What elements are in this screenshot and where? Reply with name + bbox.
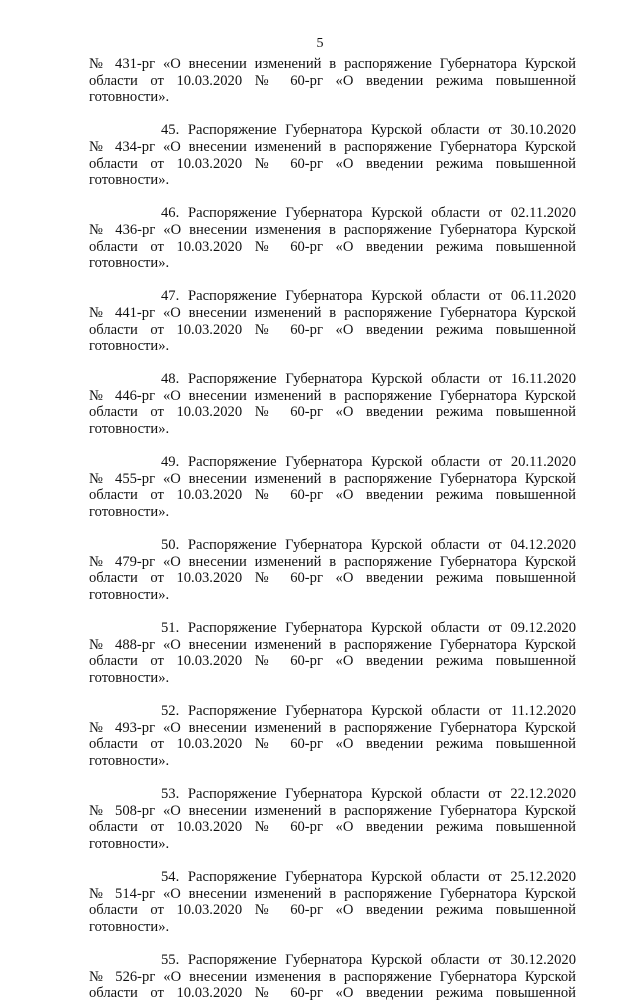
list-item-line: области от 10.03.2020 № 60-рг «О введении режима повышенной <box>89 653 576 670</box>
list-item-number: 46. <box>161 205 180 222</box>
list-item <box>89 454 576 520</box>
list-item-line: области от 10.03.2020 № 60-рг «О введении режима повышенной <box>89 570 576 587</box>
list-item-line: № 514-рг «О внесении изменений в распоряжение Губернатора Курской <box>89 885 576 902</box>
list-item-first-line <box>89 454 576 471</box>
list-item-line: № 488-рг «О внесении изменений в распоряжение Губернатора Курской <box>89 636 576 653</box>
list-item-line: области от 10.03.2020 № 60-рг «О введении режима повышенной <box>89 321 576 338</box>
list-item-number: 45. <box>161 122 180 139</box>
list-item-line: области от 10.03.2020 № 60-рг «О введении режима повышенной <box>89 985 576 1002</box>
continuation-line: № 431-рг «О внесении изменений в распоряжение Губернатора Курской <box>89 56 576 72</box>
list-item-heading: Распоряжение Губернатора Курской области от 30.10.2020 <box>187 122 576 139</box>
list-item <box>89 703 576 769</box>
list-item-number: 52. <box>161 703 180 720</box>
list-item-line: области от 10.03.2020 № 60-рг «О введении режима повышенной <box>89 404 576 421</box>
continuation-paragraph <box>89 56 576 106</box>
list-item-first-line <box>89 122 576 139</box>
list-item-line: области от 10.03.2020 № 60-рг «О введении режима повышенной <box>89 736 576 753</box>
list-item-heading: Распоряжение Губернатора Курской области от 09.12.2020 <box>187 620 576 637</box>
list-item-heading: Распоряжение Губернатора Курской области от 11.12.2020 <box>187 703 576 720</box>
list-item-line: № 493-рг «О внесении изменений в распоряжение Губернатора Курской <box>89 719 576 736</box>
list-item <box>89 537 576 603</box>
list-item-line: области от 10.03.2020 № 60-рг «О введении режима повышенной <box>89 238 576 255</box>
list-item-first-line <box>89 620 576 637</box>
list-item-first-line <box>89 205 576 222</box>
list-item <box>89 620 576 686</box>
list-item-number: 50. <box>161 537 180 554</box>
list-item-line: № 446-рг «О внесении изменений в распоряжение Губернатора Курской <box>89 387 576 404</box>
list-items <box>89 122 576 1001</box>
list-item-first-line <box>89 371 576 388</box>
list-item-heading: Распоряжение Губернатора Курской области от 02.11.2020 <box>187 205 576 222</box>
list-item-number: 54. <box>161 869 180 886</box>
list-item-number: 51. <box>161 620 180 637</box>
list-item-line: готовности». <box>89 669 170 686</box>
page-number: 5 <box>316 36 324 51</box>
list-item-line: области от 10.03.2020 № 60-рг «О введении режима повышенной <box>89 819 576 836</box>
list-item-heading: Распоряжение Губернатора Курской области от 20.11.2020 <box>187 454 576 471</box>
list-item-heading: Распоряжение Губернатора Курской области от 04.12.2020 <box>187 537 576 554</box>
list-item-line: № 455-рг «О внесении изменений в распоряжение Губернатора Курской <box>89 470 576 487</box>
list-item-line: готовности». <box>89 918 170 935</box>
list-item-line: № 508-рг «О внесении изменений в распоряжение Губернатора Курской <box>89 802 576 819</box>
list-item-first-line <box>89 703 576 720</box>
list-item-line: готовности». <box>89 421 170 438</box>
list-item-heading: Распоряжение Губернатора Курской области от 25.12.2020 <box>187 869 576 886</box>
list-item-line: готовности». <box>89 752 170 769</box>
list-item <box>89 371 576 437</box>
list-item-line: области от 10.03.2020 № 60-рг «О введении режима повышенной <box>89 902 576 919</box>
list-item-number: 53. <box>161 786 180 803</box>
list-item-number: 47. <box>161 288 180 305</box>
list-item <box>89 122 576 188</box>
list-item-heading: Распоряжение Губернатора Курской области от 06.11.2020 <box>187 288 576 305</box>
list-item-number: 48. <box>161 371 180 388</box>
list-item <box>89 786 576 852</box>
list-item-line: № 434-рг «О внесении изменений в распоряжение Губернатора Курской <box>89 138 576 155</box>
list-item-line: готовности». <box>89 835 170 852</box>
list-item-line: № 526-рг «О внесении изменения в распоряжение Губернатора Курской <box>89 968 576 985</box>
list-item-first-line <box>89 786 576 803</box>
list-item <box>89 869 576 935</box>
list-item-line: № 479-рг «О внесении изменений в распоряжение Губернатора Курской <box>89 553 576 570</box>
list-item-first-line <box>89 537 576 554</box>
list-item <box>89 952 576 1002</box>
list-item-number: 55. <box>161 952 180 969</box>
list-item-line: готовности». <box>89 172 170 189</box>
list-item-line: готовности». <box>89 255 170 272</box>
list-item-line: готовности». <box>89 587 170 603</box>
list-item-line: № 441-рг «О внесении изменений в распоряжение Губернатора Курской <box>89 304 576 321</box>
list-item-line: готовности». <box>89 338 170 355</box>
list-item-first-line <box>89 869 576 886</box>
list-item-first-line <box>89 952 576 969</box>
list-item-heading: Распоряжение Губернатора Курской области от 30.12.2020 <box>187 952 576 969</box>
list-item-heading: Распоряжение Губернатора Курской области от 16.11.2020 <box>187 371 576 388</box>
list-item-line: области от 10.03.2020 № 60-рг «О введении режима повышенной <box>89 487 576 504</box>
continuation-line: области от 10.03.2020 № 60-рг «О введении режима повышенной <box>89 72 576 89</box>
list-item <box>89 205 576 271</box>
list-item-number: 49. <box>161 454 180 471</box>
list-item-line: области от 10.03.2020 № 60-рг «О введении режима повышенной <box>89 155 576 172</box>
list-item-first-line <box>89 288 576 305</box>
list-item-line: готовности». <box>89 504 170 521</box>
list-item <box>89 288 576 354</box>
document-body <box>89 56 576 1002</box>
list-item-line: № 436-рг «О внесении изменения в распоряжение Губернатора Курской <box>89 221 576 238</box>
continuation-line: готовности». <box>89 89 170 106</box>
list-item-heading: Распоряжение Губернатора Курской области от 22.12.2020 <box>187 786 576 803</box>
